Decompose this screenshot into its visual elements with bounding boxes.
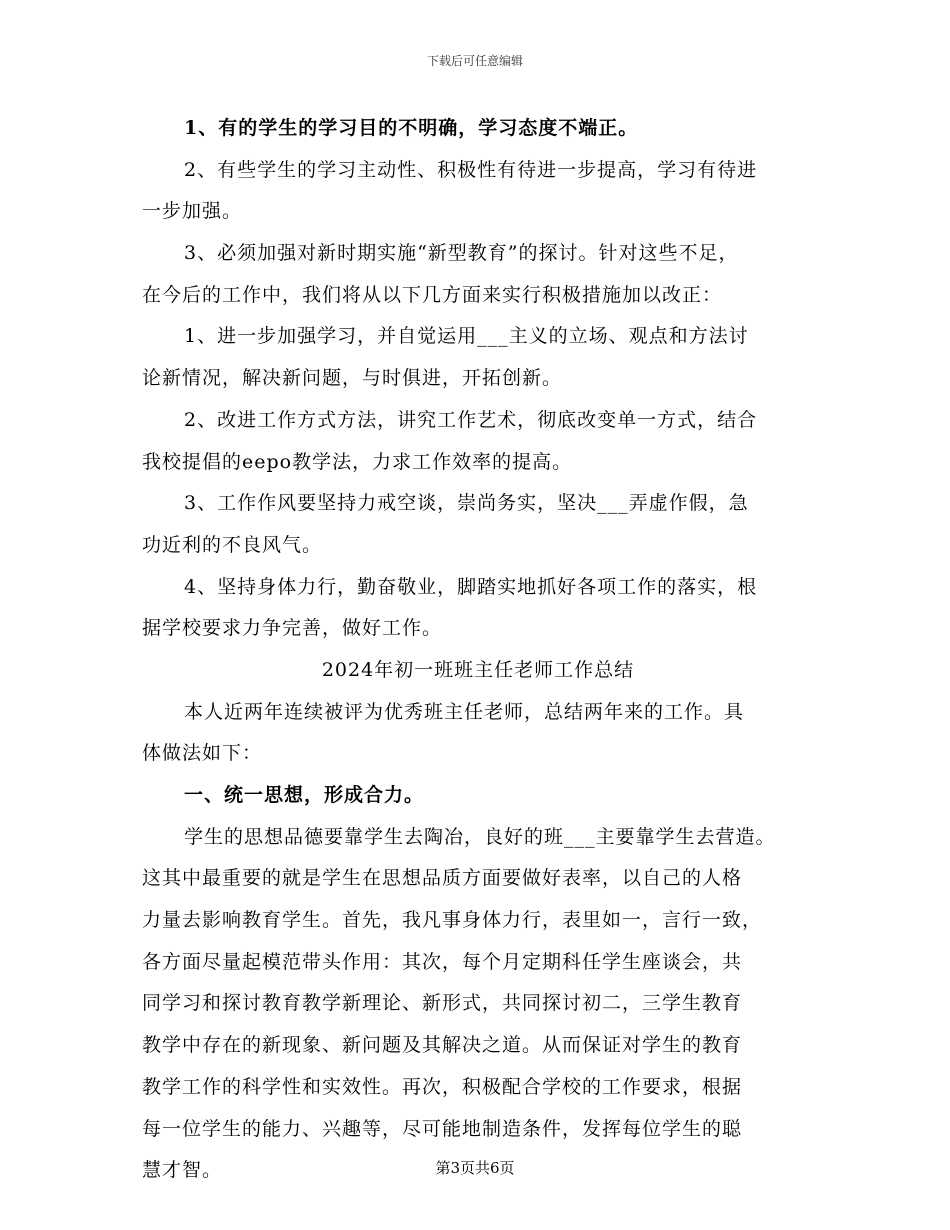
paragraph-line: 2、改进工作方式方法，讲究工作艺术，彻底改变单一方式，结合 (184, 408, 758, 431)
paragraph-line: 这其中最重要的就是学生在思想品质方面要做好表率，以自己的人格 (142, 867, 743, 890)
document-body (142, 108, 814, 1192)
paragraph-line: 一步加强。 (142, 200, 243, 223)
paragraph-line: 4、坚持身体力行，勤奋敬业，脚踏实地抓好各项工作的落实，根 (184, 575, 758, 598)
paragraph-line: 功近利的不良风气。 (142, 533, 323, 556)
point-1-bold: 1、有的学生的学习目的不明确，学习态度不端正。 (184, 117, 639, 139)
paragraph-line: 各方面尽量起模范带头作用：其次，每个月定期科任学生座谈会，共 (142, 950, 743, 973)
paragraph-line: 论新情况，解决新问题，与时俱进，开拓创新。 (142, 367, 563, 390)
paragraph-line: 3、必须加强对新时期实施“新型教育”的探讨。针对这些不足， (184, 242, 739, 265)
paragraph-line: 本人近两年连续被评为优秀班主任老师，总结两年来的工作。具 (184, 700, 745, 723)
paragraph-line: 3、工作作风要坚持力戒空谈，崇尚务实，坚决___弄虚作假，急 (184, 492, 749, 515)
paragraph-line: 据学校要求力争完善，做好工作。 (142, 617, 443, 640)
paragraph-line: 慧才智。 (142, 1159, 223, 1182)
paragraph-line: 每一位学生的能力、兴趣等，尽可能地制造条件，发挥每位学生的聪 (142, 1117, 743, 1140)
section-title: 2024年初一班班主任老师工作总结 (321, 658, 635, 681)
paragraph-line: 学生的思想品德要靠学生去陶冶，良好的班___主要靠学生去营造。 (184, 825, 776, 848)
paragraph-line: 教学中存在的新现象、新问题及其解决之道。从而保证对学生的教育 (142, 1034, 743, 1057)
paragraph-line: 2、有些学生的学习主动性、积极性有待进一步提高，学习有待进 (184, 158, 758, 181)
paragraph-line: 力量去影响教育学生。首先，我凡事身体力行，表里如一，言行一致， (142, 909, 763, 932)
page-footer: 第3页共6页 (435, 1159, 515, 1177)
paragraph-line: 教学工作的科学性和实效性。再次，积极配合学校的工作要求，根据 (142, 1075, 743, 1098)
paragraph-line: 体做法如下： (142, 742, 263, 765)
paragraph-line: 在今后的工作中，我们将从以下几方面来实行积极措施加以改正： (142, 283, 723, 306)
paragraph-line: 同学习和探讨教育教学新理论、新形式，共同探讨初二，三学生教育 (142, 992, 743, 1015)
subheading: 一、统一思想，形成合力。 (184, 784, 425, 806)
paragraph-line: 1、进一步加强学习，并自觉运用___主义的立场、观点和方法讨 (184, 325, 749, 348)
paragraph-line: 我校提倡的eepo教学法，力求工作效率的提高。 (142, 450, 573, 473)
page-header: 下载后可任意编辑 (426, 54, 523, 68)
